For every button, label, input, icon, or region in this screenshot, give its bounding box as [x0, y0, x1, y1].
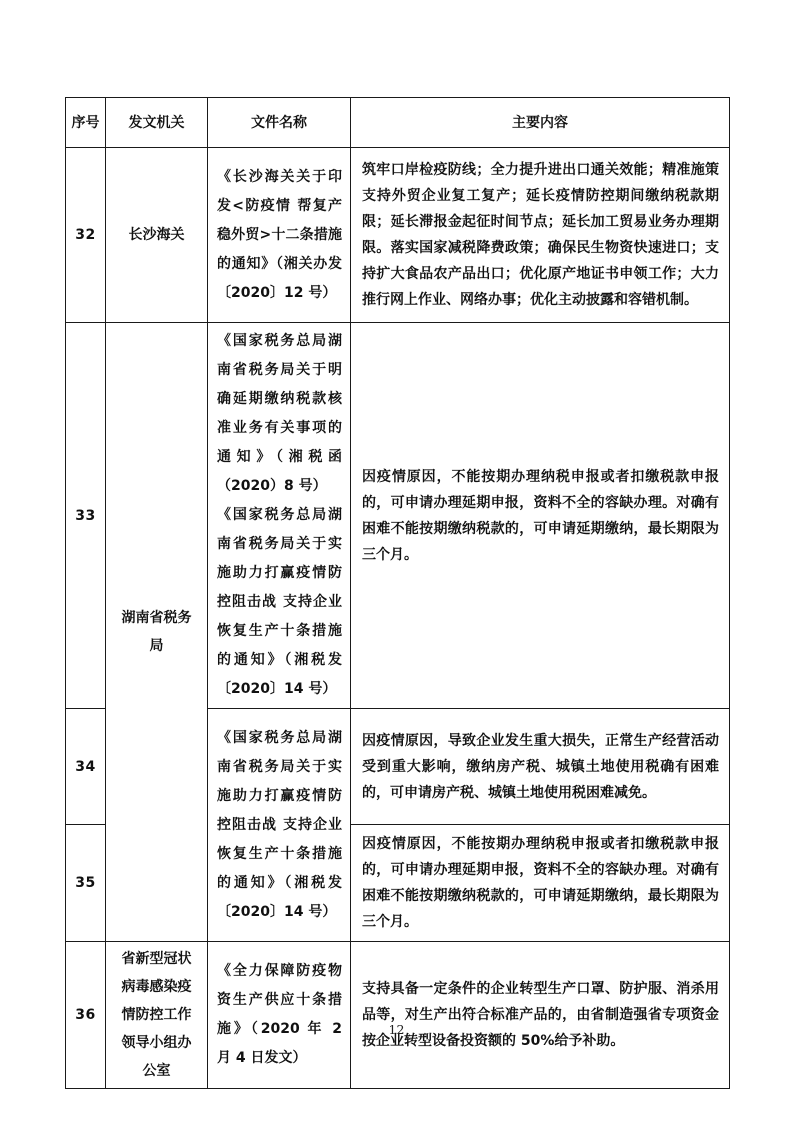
table-row — [66, 323, 730, 709]
issuing-agency-cell: 湖南省税务局 — [106, 323, 208, 942]
main-content-cell: 因疫情原因，不能按期办理纳税申报或者扣缴税款申报的，可申请办理延期申报，资料不全的容缺办理。对确有困难不能按期缴纳税款的，可申请延期缴纳，最长期限为三个月。 — [351, 323, 730, 709]
main-content-cell: 因疫情原因，导致企业发生重大损失，正常生产经营活动受到重大影响，缴纳房产税、城镇土地使用税确有困难的，可申请房产税、城镇土地使用税困难减免。 — [351, 709, 730, 825]
page-number: 12 — [388, 1022, 405, 1037]
document-name-cell: 《全力保障防疫物资生产供应十条措施》（2020 年 2 月 4 日发文） — [208, 942, 351, 1089]
serial-number-cell: 35 — [66, 825, 106, 942]
document-name-1: 《国家税务总局湖南省税务局关于明确延期缴纳税款核准业务有关事项的通知》（湘税函（2020）8 号） — [217, 333, 342, 494]
document-name-2: 《国家税务总局湖南省税务局关于实施助力打赢疫情防控阻击战 支持企业恢复生产十条措施的通知》（湘税发〔2020〕14 号） — [217, 507, 342, 697]
issuing-agency-cell: 省新型冠状病毒感染疫情防控工作领导小组办公室 — [106, 942, 208, 1089]
table-row — [66, 148, 730, 323]
serial-number-cell: 36 — [66, 942, 106, 1089]
document-name-cell — [208, 323, 351, 709]
main-content-cell: 支持具备一定条件的企业转型生产口罩、防护服、消杀用品等，对生产出符合标准产品的，由省制造强省专项资金按企业转型设备投资额的 50%给予补助。 — [351, 942, 730, 1089]
issuing-agency-cell: 长沙海关 — [106, 148, 208, 323]
document-name-cell: 《国家税务总局湖南省税务局关于实施助力打赢疫情防控阻击战 支持企业恢复生产十条措施的通知》（湘税发〔2020〕14 号） — [208, 709, 351, 942]
document-name-cell: 《长沙海关关于印发<防疫情 帮复产 稳外贸>十二条措施的通知》（湘关办发〔2020〕12 号） — [208, 148, 351, 323]
serial-number-cell: 33 — [66, 323, 106, 709]
col-header-main-content: 主要内容 — [351, 98, 730, 148]
main-content-cell: 筑牢口岸检疫防线；全力提升进出口通关效能；精准施策支持外贸企业复工复产；延长疫情防控期间缴纳税款期限；延长滞报金起征时间节点；延长加工贸易业务办理期限。落实国家减税降费政策；确保民生物资快速进口；支持扩大食品农产品出口；优化原产地证书申领工作；大力推行网上作业、网络办事；优化主动披露和容错机制。 — [351, 148, 730, 323]
table-row — [66, 942, 730, 1089]
col-header-document-name: 文件名称 — [208, 98, 351, 148]
main-content-cell: 因疫情原因，不能按期办理纳税申报或者扣缴税款申报的，可申请办理延期申报，资料不全的容缺办理。对确有困难不能按期缴纳税款的，可申请延期缴纳，最长期限为三个月。 — [351, 825, 730, 942]
policy-measures-table — [65, 97, 730, 1089]
serial-number-cell: 34 — [66, 709, 106, 825]
table-header-row — [66, 98, 730, 148]
serial-number-cell: 32 — [66, 148, 106, 323]
col-header-issuing-agency: 发文机关 — [106, 98, 208, 148]
col-header-serial-number: 序号 — [66, 98, 106, 148]
